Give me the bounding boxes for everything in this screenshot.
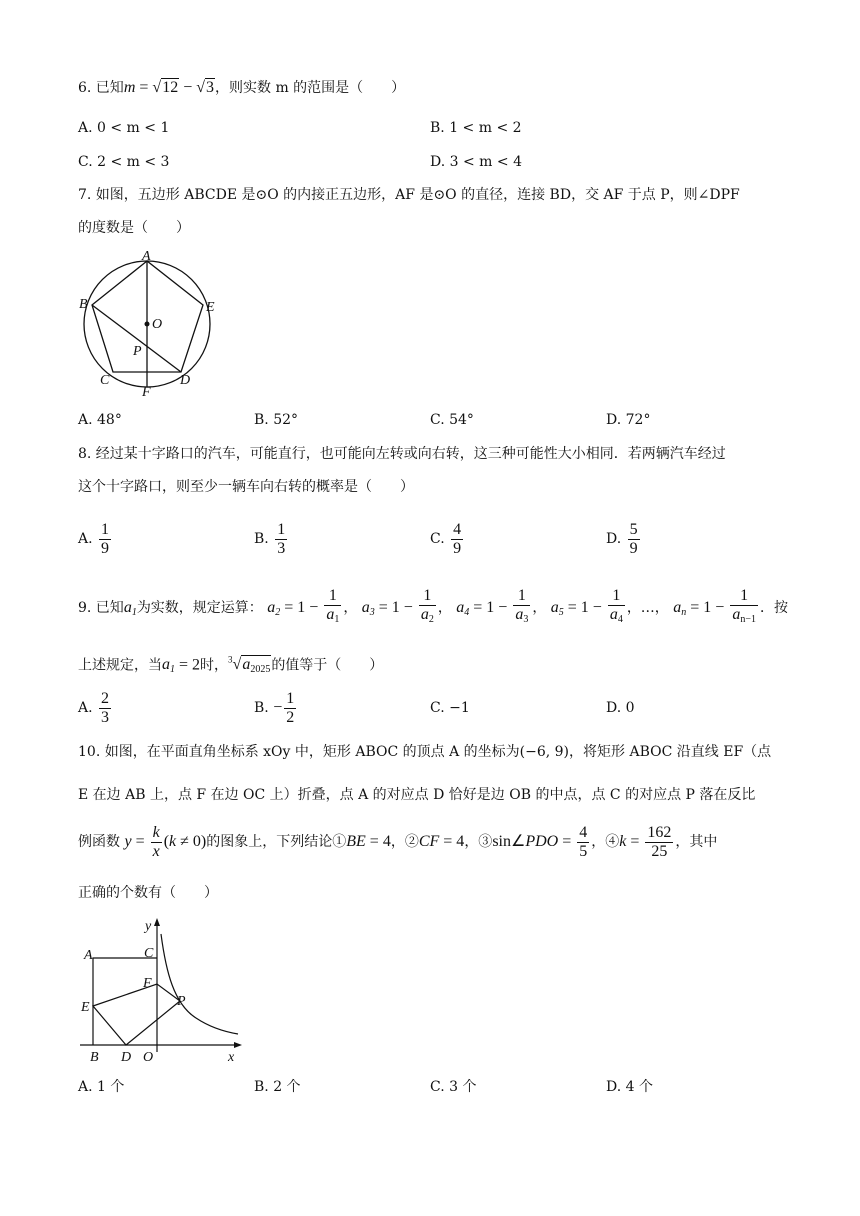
q9-line2-suffix: 的值等于（ ） [271,657,384,674]
q7-stem-line1: 7. 如图，五边形 ABCDE 是⊙O 的内接正五边形，AF 是⊙O 的直径，连接 BD，交 AF 于点 P，则∠DPF [78,187,740,203]
q9-frac-an-1: $\frac{1}{a_{n-1}}$ [730,587,758,629]
q8-option-b-fraction [275,521,287,558]
q9-option-c[interactable]: C. −1 [430,700,470,716]
q10-option-b[interactable]: B. 2 个 [254,1079,301,1095]
q10-line3-mid: 的图象上，下列结论① [206,834,347,850]
q10-frac-k-value: $\frac{162}{25}$ [647,823,672,860]
q9-tail: ．按 [759,600,788,616]
fig10-label-p: P [177,994,186,1009]
q9-option-a[interactable] [78,688,113,728]
q8-stem-line1: 8. 经过某十字路口的汽车，可能直行，也可能向左转或向右转，这三种可能性大小相同．若两辆汽车经过 [78,446,726,462]
folded-quadrilateral-efpd [93,984,180,1045]
q10-stem-line3: 例函数 y = $\frac{k}{x}$ (k ≠ 0)的图象上，下列结论①BE = 4，②CF = 4，③sin∠PDO = $\frac{4}{5}$ ，④k = $\frac{162}{25}$ ，其中 [78,823,718,860]
q9-option-d[interactable]: D. 0 [606,700,635,716]
fig7-label-f: F [142,385,151,398]
coordinate-fold-figure [76,912,256,1064]
q10-stem-line1: 10. 如图，在平面直角坐标系 xOy 中，矩形 ABOC 的顶点 A 的坐标为(−6, 9)，将矩形 ABOC 沿直线 EF（点 [78,744,772,760]
q9-line2-mid: 时， [200,657,229,674]
q8-option-d-fraction [628,521,640,558]
q9-mid: 为实数，规定运算： [136,600,263,616]
q8-c-num: 4 [453,520,462,538]
q6-option-a[interactable]: A. 0 < m < 1 [78,120,170,136]
q7-option-d[interactable]: D. 72° [606,412,651,428]
q8-option-c-letter: C. [430,531,445,547]
fig10-label-f: F [143,976,152,991]
q8-option-d-letter: D. [606,531,622,547]
q10-line3-prefix: 例函数 [78,834,120,850]
q9-frac-a4: $\frac{1}{a_4}$ [608,587,625,629]
q8-option-a-fraction [99,521,111,558]
q8-option-b-letter: B. [254,531,269,547]
q9-line2-prefix: 上述规定，当 [78,657,162,674]
q6-option-d[interactable]: D. 3 < m < 4 [430,154,522,170]
q7-option-a[interactable]: A. 48° [78,412,122,428]
q10-option-a[interactable]: A. 1 个 [78,1079,125,1095]
q9-option-b-fraction: $\frac{1}{2}$ [286,689,295,726]
q9-prefix: 9. 已知 [78,600,124,616]
q8-a-num: 1 [101,520,110,538]
q10-option-d[interactable]: D. 4 个 [606,1079,653,1095]
q8-c-den: 9 [453,539,462,557]
q9-frac-a3: $\frac{1}{a_3}$ [513,587,530,629]
q8-option-a-letter: A. [78,531,93,547]
fig7-label-p: P [133,344,142,359]
q6-stem-prefix: 6. 已知 [78,80,124,96]
fig10-label-d: D [121,1050,132,1064]
q9-option-b-letter: B. [254,700,269,716]
fig7-label-d: D [180,373,191,388]
fig10-label-c: C [144,946,154,961]
q10-stem-line4: 正确的个数有（ ） [78,885,218,901]
q7-option-c[interactable]: C. 54° [430,412,474,428]
fig10-label-x: x [228,1050,235,1064]
q9-stem-line2: 上述规定，当$a_1 = 2$时，$^3√a_{2025}$的值等于（ ） [78,655,384,676]
y-axis-arrow-icon [154,918,160,926]
fig10-label-y: y [145,919,152,934]
q6-option-c[interactable]: C. 2 < m < 3 [78,154,170,170]
q10-frac-k-over-x: $\frac{k}{x}$ [152,823,160,860]
q8-b-den: 3 [277,539,286,557]
q10-option-c[interactable]: C. 3 个 [430,1079,477,1095]
q6-option-b[interactable]: B. 1 < m < 2 [430,120,522,136]
q9-frac-a1: $\frac{1}{a_1}$ [324,587,341,629]
q8-option-d[interactable] [606,519,642,559]
q10-frac-four-fifths: $\frac{4}{5}$ [579,823,588,860]
q8-b-num: 1 [277,520,286,538]
fig10-label-b: B [90,1050,99,1064]
q6-stem: 6. 已知m = √12 − √3，则实数 m 的范围是（ ） [78,79,406,96]
rectangle-aboc [93,958,157,1045]
fig10-label-o: O [143,1050,154,1064]
fig10-label-e: E [81,1000,90,1015]
q10-stem-line2: E 在边 AB 上，点 F 在边 OC 上）折叠，点 A 的对应点 D 恰好是边 OB 的中点，点 C 的对应点 P 落在反比 [78,787,756,803]
fig7-label-a: A [142,249,151,264]
q8-d-den: 9 [629,539,638,557]
q8-d-num: 5 [629,520,638,538]
q7-option-b[interactable]: B. 52° [254,412,299,428]
q8-option-c[interactable] [430,519,465,559]
q8-option-a[interactable] [78,519,113,559]
q6-stem-suffix: ，则实数 m 的范围是（ ） [215,80,406,96]
q9-option-a-fraction: $\frac{2}{3}$ [101,689,110,726]
q8-a-den: 9 [101,539,110,557]
q9-option-a-letter: A. [78,700,93,716]
q9-option-b[interactable]: B. − $\frac{1}{2}$ [254,689,295,726]
q8-stem-line2: 这个十字路口，则至少一辆车向右转的概率是（ ） [78,479,414,495]
q8-option-c-fraction [451,521,463,558]
fig7-label-b: B [79,297,88,312]
pentagon-circle-figure [76,248,226,398]
fig7-label-e: E [206,300,215,315]
center-point-o [145,322,150,327]
q7-stem-line2: 的度数是（ ） [78,220,190,236]
fig7-label-o: O [152,317,163,332]
q9-frac-a2: $\frac{1}{a_2}$ [419,587,436,629]
q10-line3-suffix: ，其中 [675,834,718,850]
x-axis-arrow-icon [234,1042,242,1048]
q9-stem-line1: 9. 已知$a_1$为实数，规定运算： $a_2 = 1$ − $\frac{1}{a_1}$ ， $a_3 = 1$ − $\frac{1}{a_2}$ ， $a_4 = 1$ − $\frac{1}{a_3}$ ， $a_5 = 1$ − $\frac{1}{a_4}$ ，…， $a_n = 1$ − $\frac{1}{a_{n-1}}$ ．按 [78,587,788,633]
fig7-label-c: C [100,373,110,388]
hyperbola-curve [161,934,238,1034]
segment-bd [92,305,181,372]
fig10-label-a: A [84,948,93,963]
q8-option-b[interactable] [254,519,289,559]
